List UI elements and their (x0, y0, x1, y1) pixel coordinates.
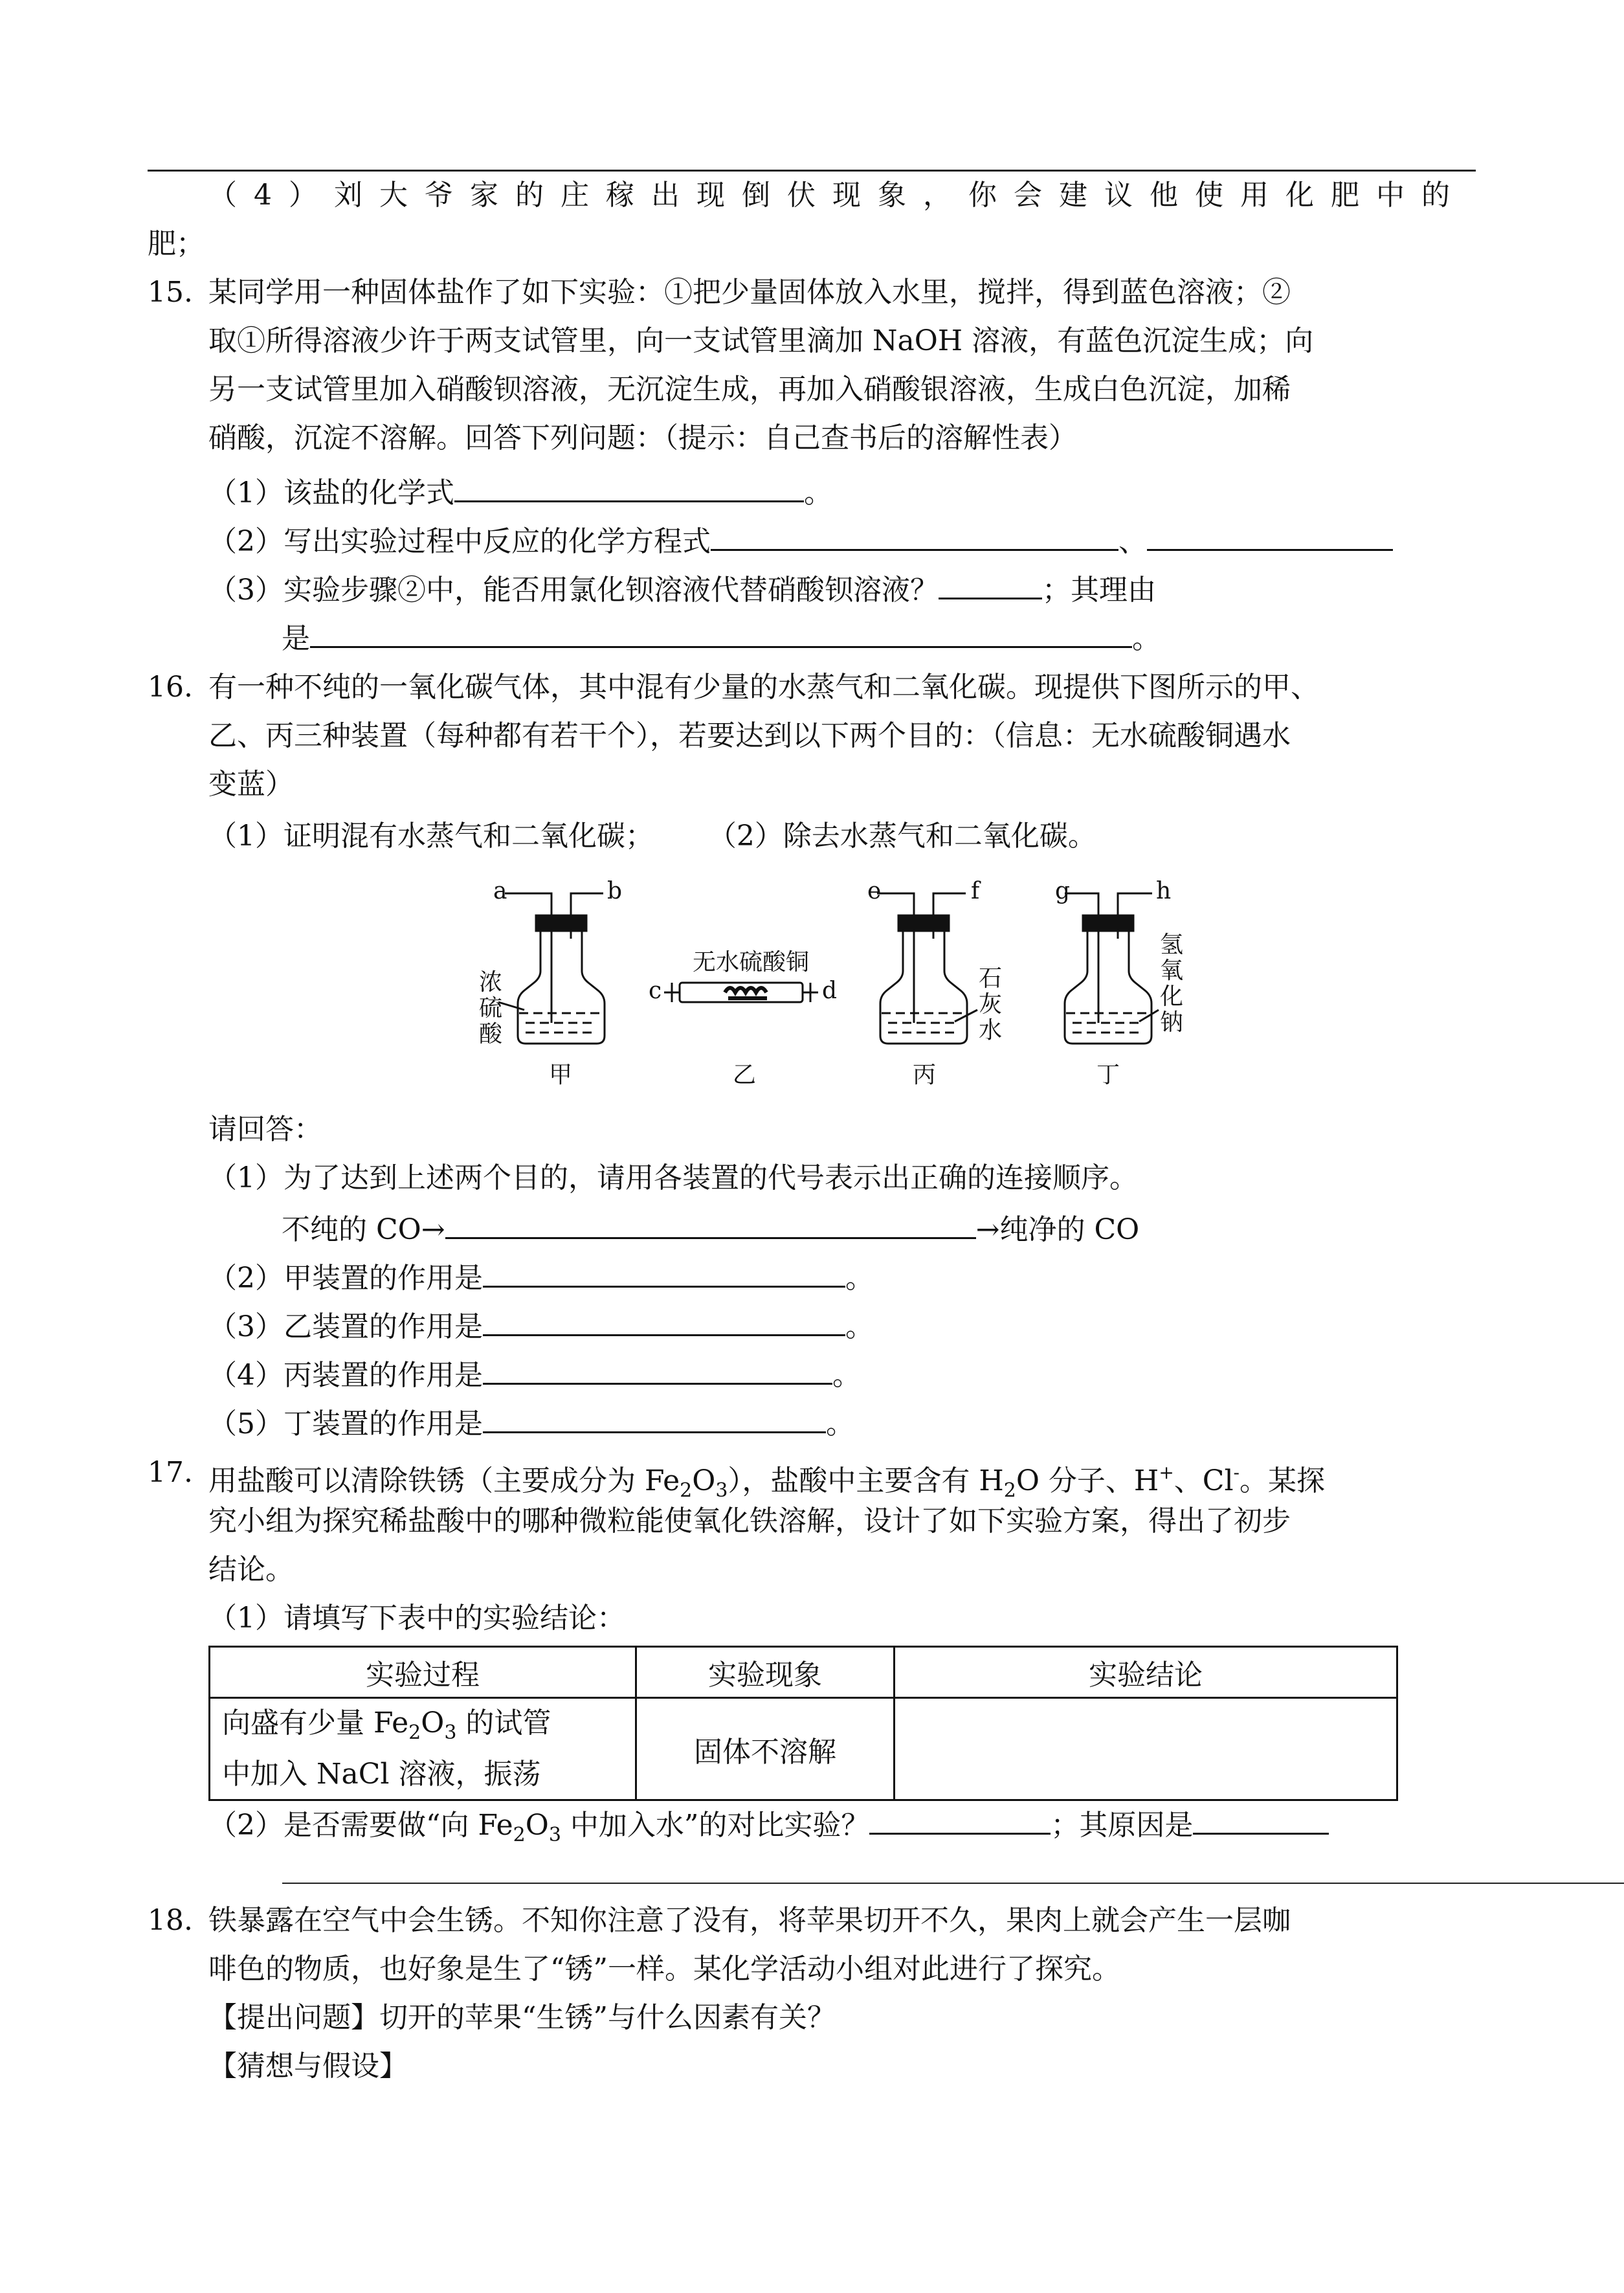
q18-stem-line2: 啡色的物质，也好象是生了“锈”一样。某化学活动小组对此进行了探究。 (208, 1952, 1120, 1985)
q15-part3-end: 。 (1132, 622, 1161, 655)
table-row (210, 1698, 1397, 1800)
q15-number: 15. (148, 276, 193, 309)
bottle-ding (1065, 893, 1159, 1044)
q15-stem-line2: 取①所得溶液少许于两支试管里，向一支试管里滴加 NaOH 溶液，有蓝色沉淀生成；向 (208, 324, 1314, 357)
port-g-label: g (1055, 878, 1071, 904)
apparatus-drawing (479, 874, 1217, 1088)
conc-sulfuric-acid-label: 浓 硫 酸 (479, 969, 503, 1047)
port-c-label: c (649, 978, 662, 1004)
q16-part4-end: 。 (832, 1359, 861, 1392)
q16-part4 (208, 1353, 861, 1395)
q16-part2-end: 。 (845, 1262, 874, 1295)
q16-order-blank[interactable] (445, 1207, 976, 1239)
q16-part2-text: （2）甲装置的作用是 (208, 1262, 483, 1295)
q16-part4-text: （4）丙装置的作用是 (208, 1359, 483, 1392)
bottle-jia (498, 893, 605, 1044)
port-b-label: b (607, 878, 623, 904)
q15-formula-blank[interactable] (454, 471, 804, 502)
anhydrous-copper-sulfate-label: 无水硫酸铜 (693, 949, 810, 976)
q18-hypothesis: 【猜想与假设】 (208, 2050, 408, 2083)
q17-part1: （1）请填写下表中的实验结论： (208, 1602, 625, 1635)
caption-yi: 乙 (733, 1062, 757, 1088)
caption-jia: 甲 (549, 1062, 573, 1088)
q18-number: 18. (148, 1904, 193, 1937)
q17-reason-continuation-line[interactable] (282, 1883, 1624, 1884)
q16-to-text: →纯净的 CO (975, 1213, 1140, 1246)
tube-yi (664, 983, 818, 1002)
caption-bing: 丙 (913, 1062, 937, 1088)
q15-part1 (208, 471, 832, 513)
q15-part3-mid: ；其理由 (1042, 574, 1156, 607)
port-a-label: a (493, 878, 507, 904)
q17-stem-line3: 结论。 (208, 1553, 294, 1586)
header-process: 实验过程 (210, 1647, 636, 1698)
q17-stem-line1: 用盐酸可以清除铁锈（主要成分为 $Fe_2O_3$），盐酸中主要含有 $H_2O$ 分子、H+、Cl-。某探 (208, 1462, 1325, 1502)
q16-ask: 请回答： (208, 1113, 322, 1146)
q15-reason-blank[interactable] (310, 616, 1132, 648)
q16-yi-role-blank[interactable] (483, 1304, 845, 1336)
q15-stem-line4: 硝酸，沉淀不溶解。回答下列问题：（提示：自己查书后的溶解性表） (208, 421, 1077, 454)
q16-part1-order (282, 1207, 1139, 1249)
header-phenomenon: 实验现象 (636, 1647, 895, 1698)
q16-jia-role-blank[interactable] (483, 1256, 845, 1288)
q15-equation-blank-1[interactable] (711, 519, 1118, 551)
q15-part3 (208, 568, 1156, 610)
q15-part2 (208, 519, 1393, 561)
q15-part1-text: （1）该盐的化学式 (208, 476, 454, 509)
q15-stem-line3: 另一支试管里加入硝酸钡溶液，无沉淀生成，再加入硝酸银溶液，生成白色沉淀，加稀 (208, 373, 1291, 406)
q16-part2 (208, 1256, 874, 1298)
cell-process: 向盛有少量 $Fe_2O_3$ 的试管 中加入 NaCl 溶液，振荡 (210, 1698, 636, 1800)
q15-stem-line1: 某同学用一种固体盐作了如下实验：①把少量固体放入水里，搅拌，得到蓝色溶液；② (208, 276, 1291, 309)
q18-question: 【提出问题】切开的苹果“生锈”与什么因素有关？ (208, 2001, 836, 2034)
q16-part1: （1）为了达到上述两个目的，请用各装置的代号表示出正确的连接顺序。 (208, 1161, 1138, 1194)
q16-bing-role-blank[interactable] (483, 1353, 832, 1385)
q16-part5 (208, 1402, 854, 1444)
cell-conclusion-input[interactable] (895, 1698, 1397, 1800)
bottle-bing (877, 893, 977, 1044)
q15-part2-text: （2）写出实验过程中反应的化学方程式 (208, 525, 711, 558)
q17-number: 17. (148, 1456, 193, 1489)
q15-part2-sep: 、 (1118, 525, 1147, 558)
q17-reason-blank[interactable] (1193, 1803, 1329, 1835)
q15-part3-text: （3）实验步骤②中，能否用氯化钡溶液代替硝酸钡溶液？ (208, 574, 939, 607)
port-h-label: h (1156, 878, 1172, 904)
port-d-label: d (822, 978, 838, 1004)
table-header-row (210, 1647, 1397, 1698)
q17-part2: （2）是否需要做“向 $Fe_2O_3$ 中加入水”的对比实验？ ；其原因是 (208, 1803, 1329, 1855)
q16-part3 (208, 1304, 874, 1347)
q15-yesno-blank[interactable] (939, 568, 1042, 599)
q16-stem-line1: 有一种不纯的一氧化碳气体，其中混有少量的水蒸气和二氧化碳。现提供下图所示的甲、 (208, 671, 1319, 704)
q14-part4-line2: 肥； (148, 227, 205, 260)
q16-stem-line2: 乙、丙三种装置（每种都有若干个），若要达到以下两个目的：（信息：无水硫酸铜遇水 (208, 719, 1291, 752)
q17-stem-line2: 究小组为探究稀盐酸中的哪种微粒能使氧化铁溶解，设计了如下实验方案，得出了初步 (208, 1504, 1291, 1538)
q16-stem-line3: 变蓝） (208, 768, 294, 801)
header-conclusion: 实验结论 (895, 1647, 1397, 1698)
experiment-table (208, 1646, 1398, 1801)
q16-part5-text: （5）丁装置的作用是 (208, 1407, 483, 1440)
q16-part3-end: 。 (845, 1310, 874, 1343)
q16-ding-role-blank[interactable] (483, 1402, 826, 1433)
caption-ding: 丁 (1096, 1062, 1120, 1088)
q16-part5-end: 。 (826, 1407, 854, 1440)
q16-from-text: 不纯的 CO→ (282, 1213, 445, 1246)
port-e-label: e (867, 878, 882, 904)
port-f-label: f (971, 878, 980, 904)
q16-part3-text: （3）乙装置的作用是 (208, 1310, 483, 1343)
q18-stem-line1: 铁暴露在空气中会生锈。不知你注意了没有，将苹果切开不久，果肉上就会产生一层咖 (208, 1904, 1291, 1937)
top-rule (148, 170, 1476, 172)
apparatus-figure (479, 874, 1217, 1088)
q15-part3-reason (282, 616, 1161, 658)
q16-goals: （1）证明混有水蒸气和二氧化碳； （2）除去水蒸气和二氧化碳。 (208, 820, 1096, 853)
q15-part3-b: 是 (282, 622, 310, 655)
q15-equation-blank-2[interactable] (1147, 519, 1393, 551)
q14-part4-line1: （4）刘大爷家的庄稼出现倒伏现象，你会建议他使用化肥中的 (208, 179, 1467, 212)
q15-part1-end: 。 (804, 476, 832, 509)
limewater-label: 石 灰 水 (979, 965, 1003, 1044)
q17-need-blank[interactable] (869, 1803, 1051, 1835)
cell-phenomenon: 固体不溶解 (636, 1698, 895, 1800)
sodium-hydroxide-label: 氢 氧 化 钠 (1160, 932, 1184, 1036)
q16-number: 16. (148, 671, 193, 704)
